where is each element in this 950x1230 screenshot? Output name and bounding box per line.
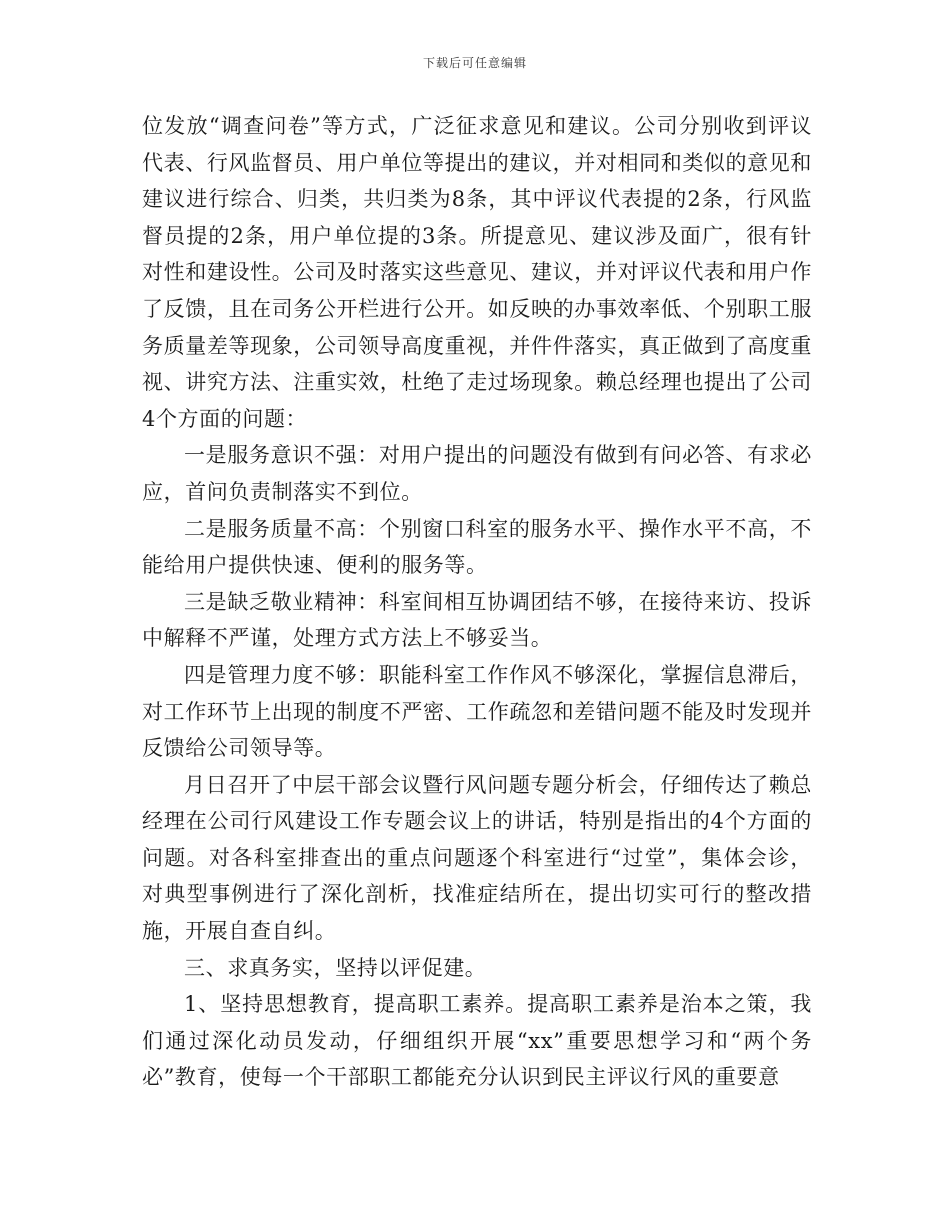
paragraph-4: 三是缺乏敬业精神：科室间相互协调团结不够，在接待来访、投诉中解释不严谨，处理方式方法上不够妥当。 (142, 589, 812, 651)
paragraph-5: 四是管理力度不够：职能科室工作作风不够深化，掌握信息滞后，对工作环节上出现的制度不严密、工作疏忽和差错问题不能及时发现并反馈给公司领导等。 (142, 662, 812, 761)
paragraph-6: 月日召开了中层干部会议暨行风问题专题分析会，仔细传达了赖总经理在公司行风建设工作专题会议上的讲话，特别是指出的4个方面的问题。对各科室排查出的重点问题逐个科室进行“过堂”，集体会诊，对典型事例进行了深化剖析，找准症结所在，提出切实可行的整改措施，开展自查自纠。 (142, 772, 812, 944)
paragraph-2: 一是服务意识不强：对用户提出的问题没有做到有问必答、有求必应，首问负责制落实不到位。 (142, 443, 812, 504)
document-body (142, 108, 812, 1096)
page-header: 下载后可任意编辑 (422, 56, 527, 70)
paragraph-3: 二是服务质量不高：个别窗口科室的服务水平、操作水平不高，不能给用户提供快速、便利的服务等。 (142, 516, 812, 578)
paragraph-1: 位发放“调查问卷”等方式，广泛征求意见和建议。公司分别收到评议代表、行风监督员、用户单位等提出的建议，并对相同和类似的意见和建议进行综合、归类，共归类为8条，其中评议代表提的2条，行风监督员提的2条，用户单位提的3条。所提意见、建议涉及面广，很有针对性和建设性。公司及时落实这些意见、建议，并对评议代表和用户作了反馈，且在司务公开栏进行公开。如反映的办事效率低、个别职工服务质量差等现象，公司领导高度重视，并件件落实，真正做到了高度重视、讲究方法、注重实效，杜绝了走过场现象。赖总经理也提出了公司4个方面的问题： (142, 114, 812, 431)
section-heading: 三、求真务实，坚持以评促建。 (184, 955, 487, 980)
paragraph-8: 1、坚持思想教育，提高职工素养。提高职工素养是治本之策，我们通过深化动员发动，仔细组织开展“xx”重要思想学习和“两个务必”教育，使每一个干部职工都能充分认识到民主评议行风的重要意 (142, 992, 812, 1090)
